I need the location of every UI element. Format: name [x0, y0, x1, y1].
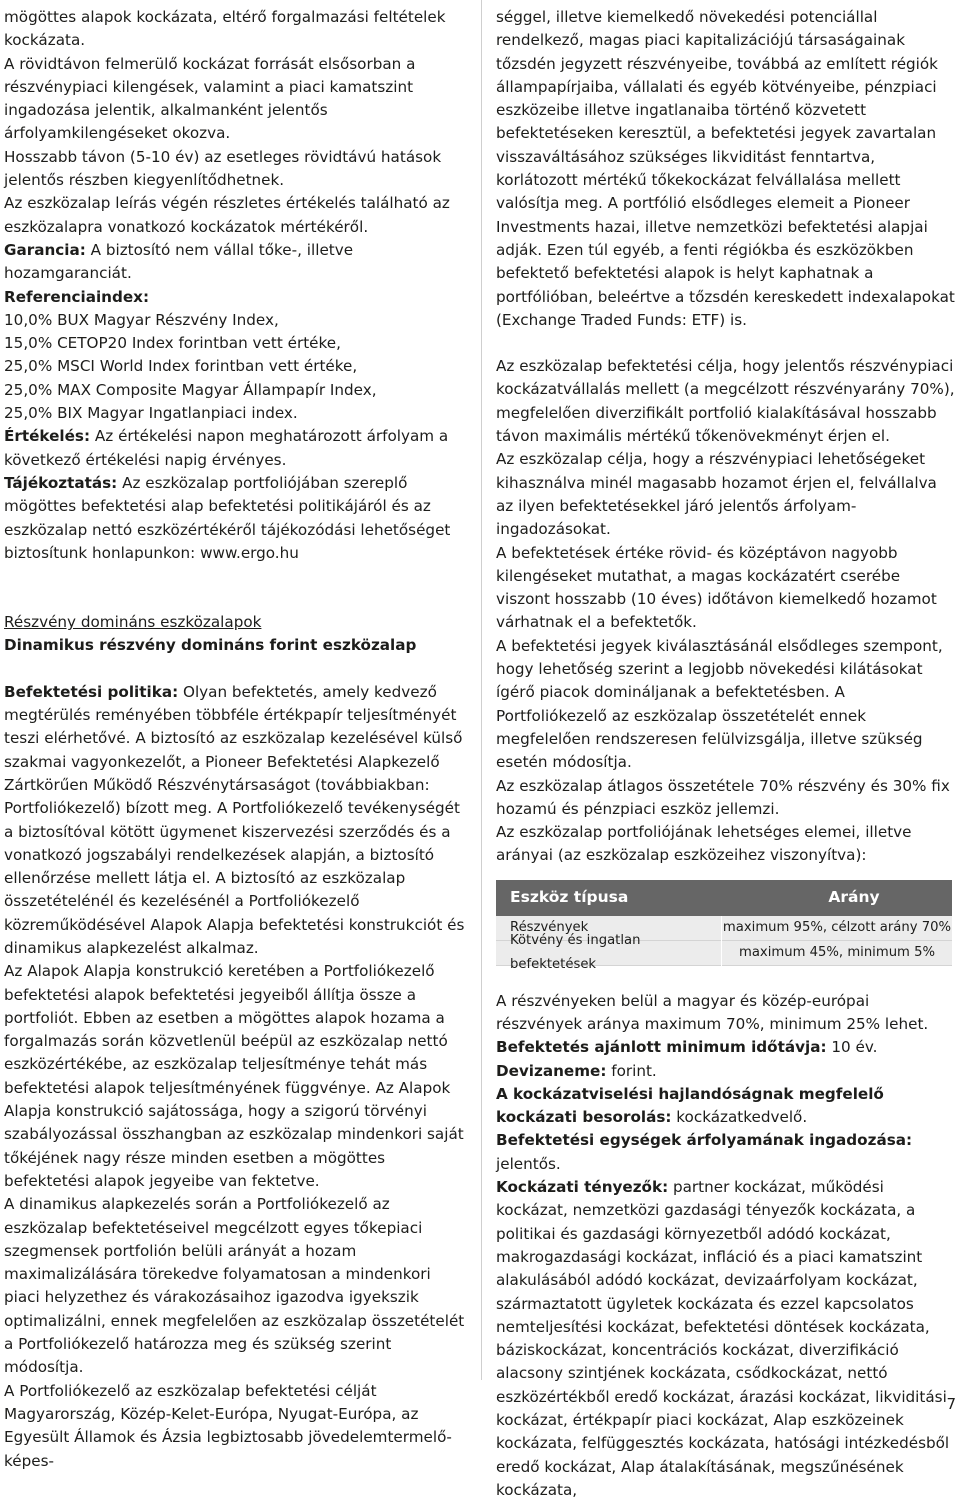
risk-classification: [496, 1083, 958, 1130]
left-column: [4, 6, 466, 1473]
table-cell: Részvények: [496, 916, 722, 939]
paragraph: A befektetések értéke rövid- és középtávon nagyobb kilengéseket mutathat, a magas kockázatért cserébe viszont hosszabb (10 éves) időtávon kiemelkedő hozamot várhatnak el a befektetők.: [496, 543, 937, 632]
information-text: Az eszközalap portfoliójában szereplő mögöttes befektetési alap befektetési politikájáról és az eszközalap nettó eszközértékéről tájékozódási lehetőséget biztosítunk honlapunkon: www.ergo.hu: [4, 473, 451, 562]
policy-label: Befektetési politika:: [4, 682, 179, 701]
paragraph: séggel, illetve kiemelkedő növekedési potenciállal rendelkező, magas piaci kapitalizációjú társaságainak tőzsdén jegyzett részvényeibe, továbbá az említett régiók állampapírjaiba, vállalati és egyéb kötvényeibe, pénzpiaci eszközeibe illetve ingatlanaiba történő közvetett befektetéseken keresztül, a befektetési jegyek zavartalan visszaváltásához szükséges likviditást fenntartva, korlátozott mértékű tőkekockázat felvállalása mellett valósítja meg. A portfólió elsődleges elemeit a Pioneer Investments hazai, illetve nemzetközi befektetési alapjai adják. Ezen túl egyéb, a fenti régiókba és eszközökben befektető befektetési alapok is helyt kaphatnak a portfólióban, beleértve a tőzsdén kereskedett indexalapokat (Exchange Traded Funds: ETF) is.: [496, 8, 955, 329]
table-header-cell: Eszköz típusa: [510, 888, 629, 907]
valuation-label: Értékelés:: [4, 427, 91, 446]
reference-index-heading: Referenciaindex:: [4, 287, 150, 306]
guarantee-label: Garancia:: [4, 240, 86, 259]
paragraph: Az eszközalap átlagos összetétele 70% részvény és 30% fix hozamú és pénzpiaci eszköz jellemzi.: [496, 776, 950, 818]
information-label: Tájékoztatás:: [4, 473, 118, 492]
paragraph: A részvényeken belül a magyar és közép-európai részvények aránya maximum 70%, minimum 25% lehet.: [496, 991, 929, 1033]
reference-index-item: 15,0% CETOP20 Index forintban vett értéke,: [4, 334, 341, 353]
table-row: [496, 933, 952, 972]
paragraph: Az eszközalap leírás végén részletes értékelés található az eszközalapra vonatkozó kockázatok mértékéről.: [4, 194, 450, 236]
guarantee-text: A biztosító nem vállal tőke-, illetve hozamgaranciát.: [4, 240, 354, 283]
paragraph: Az eszközalap portfoliójának lehetséges elemei, illetve arányai (az eszközalap eszközeihez viszonyítva):: [496, 823, 912, 865]
risk-factors-text: partner kockázat, működési kockázat, nemzetközi gazdasági tényezők kockázata, a politikai és gazdasági környezetből adódó kockázat, makrogazdasági kockázat, infláció és a piaci kamatszint alakulásából adódó kockázat, devizaárfolyam kockázat, származtatott ügyletek kockázata és ezzel kapcsolatos nemteljesítési kockázat, befektetési döntések kockázata, báziskockázat, koncentrációs kockázat, diverzifikáció alacsony szintjének kockázata, csődkockázat, nettó eszközértékből eredő kockázat, árazási kockázat, likviditási kockázat, értékpapír piaci kockázat, Alap eszközeinek kockázata, felfüggesztés kockázata, hatósági intézkedésből eredő kockázat, Alap átalakításának, megszűnésének kockázata,: [496, 1178, 950, 1499]
reference-index-item: 25,0% BIX Magyar Ingatlanpiaci index.: [4, 404, 298, 423]
paragraph: A befektetési jegyek kiválasztásánál elsődleges szempont, hogy lehetőség szerint a legjobb növekedési kilátásokat ígérő piacok domináljanak a befektetésben. A Portfoliókezelő az eszközalap összetételét ennek megfelelően rendszeresen felülvizsgálja, illetve szükség esetén módosítja.: [496, 636, 943, 772]
table-header-cell: Arány: [828, 888, 880, 907]
page-number: 7: [946, 1394, 956, 1413]
policy-text: Olyan befektetés, amely kedvező megtérülés reményében többféle értékpapír teljesítményét teszi elérhetővé. A biztosító az eszközalap kezelésével külső szakmai vagyonkezelőt, a Pioneer Befektetési Alapkezelő Zártkörűen Működő Részvénytársaságot (továbbiakban: Portfoliókezelő) bízott meg. A Portfoliókezelő tevékenységét a biztosítóval kötött ügymenet kiszervezési szerződés és a vonatkozó jogszabályi rendelkezések alapján, a biztosító ellenőrzése mellett látja el. A biztosító az eszközalap összetételénél és kezelésénél a Portfoliókezelő közreműködésével Alapok Alapja befektetési konstrukciót és dinamikus alapkezelést alkalmaz.: [4, 682, 465, 957]
paragraph: Az eszközalap befektetési célja, hogy jelentős részvénypiaci kockázatvállalás mellett (a megcélzott részvényarány 70%), megfelelően diverzifikált portfolió kialakításával hosszabb távon maximális mértékű tőkenövekményt érjen el.: [496, 357, 955, 446]
asset-allocation-table: [496, 880, 952, 972]
volatility-label: Befektetési egységek árfolyamának ingadozása:: [496, 1131, 913, 1150]
time-horizon: [496, 1036, 958, 1059]
paragraph: Hosszabb távon (5-10 év) az esetleges rövidtávú hatások jelentős részben kiegyenlítődhetnek.: [4, 147, 442, 190]
paragraph: A Portfoliókezelő az eszközalap befektetési célját Magyarország, Közép-Kelet-Európa, Nyugat-Európa, az Egyesült Államok és Ázsia legbiztosabb jövedelemtermelő-képes-: [4, 1381, 452, 1470]
reference-index-label: [4, 286, 466, 309]
section-link[interactable]: Részvény domináns eszközalapok: [4, 613, 262, 632]
risk-classification-label: A kockázatviselési hajlandóságnak megfelelő kockázati besorolás:: [496, 1084, 884, 1127]
section-title: [4, 634, 466, 657]
reference-index-item: 25,0% MSCI World Index forintban vett értéke,: [4, 357, 358, 376]
reference-index-item: 25,0% MAX Composite Magyar Állampapír Index,: [4, 380, 377, 399]
guarantee-paragraph: [4, 239, 466, 286]
paragraph: Az Alapok Alapja konstrukció keretében a Portfoliókezelő befektetési alapok befektetési jegyeiből állítja össze a portfoliót. Ebben az esetben a mögöttes alapok hozama a forgalmazás során közvetlenül beépül az eszközalap nettó eszközértékébe, az eszközalap teljesítménye tehát más befektetési alapok teljesítményének függvénye. Az Alapok Alapja konstrukció sajátossága, hogy a szigorú törvényi szabályozással összhangban az eszközalap mindenkori saját tőkéjének nagy része minden esetben a mögöttes befektetési alapok jegyeibe van fektetve.: [4, 962, 464, 1190]
valuation-text: Az értékelési napon meghatározott árfolyam a következő értékelési napig érvényes.: [4, 427, 449, 469]
valuation-paragraph: [4, 425, 466, 472]
time-horizon-label: Befektetés ajánlott minimum időtávja:: [496, 1038, 827, 1057]
table-cell: maximum 45%, minimum 5%: [738, 945, 936, 961]
table-cell: maximum 95%, célzott arány 70%: [722, 920, 952, 936]
currency-value: forint.: [606, 1061, 657, 1080]
paragraph: A rövidtávon felmerülő kockázat forrását elsősorban a részvénypiaci kilengések, valamint a piaci kamatszint ingadozása jelentik, alkalmanként jelentős árfolyamkilengéseket okozva.: [4, 54, 416, 143]
volatility-value: jelentős.: [496, 1154, 561, 1173]
paragraph: Az eszközalap célja, hogy a részvénypiaci lehetőségeket kihasználva minél magasabb hozamot érjen el, felvállalva az ilyen befektetésekkel járó jelentős árfolyam-ingadozásokat.: [496, 450, 937, 539]
right-column: [496, 6, 958, 1502]
risk-factors: [496, 1176, 958, 1502]
section-title-text: Dinamikus részvény domináns forint eszközalap: [4, 636, 417, 655]
paragraph: mögöttes alapok kockázata, eltérő forgalmazási feltételek kockázata.: [4, 8, 446, 50]
currency: [496, 1060, 958, 1083]
policy-paragraph: [4, 681, 466, 961]
column-divider: [481, 0, 482, 1380]
risk-factors-label: Kockázati tényezők:: [496, 1178, 669, 1197]
risk-classification-value: kockázatkedvelő.: [671, 1108, 808, 1127]
table-cell: Kötvény és ingatlan befektetések: [496, 929, 722, 976]
information-paragraph: [4, 472, 466, 565]
volatility: [496, 1129, 958, 1176]
time-horizon-value: 10 év.: [826, 1038, 878, 1057]
paragraph: A dinamikus alapkezelés során a Portfoliókezelő az eszközalap befektetéseivel megcélzott egyes tőkepiaci szegmensek portfolión belüli arányát a hozam maximalizálására törekedve folyamatosan a mindenkori piaci helyzethez és várakozásaihoz igazodva igyekszik optimalizálni, ennek megfelelően az eszközalap összetételét a Portfoliókezelő határozza meg és szükség szerint módosítja.: [4, 1195, 465, 1377]
currency-label: Devizaneme:: [496, 1061, 607, 1080]
reference-index-item: 10,0% BUX Magyar Részvény Index,: [4, 310, 279, 329]
table-header: [496, 880, 952, 916]
